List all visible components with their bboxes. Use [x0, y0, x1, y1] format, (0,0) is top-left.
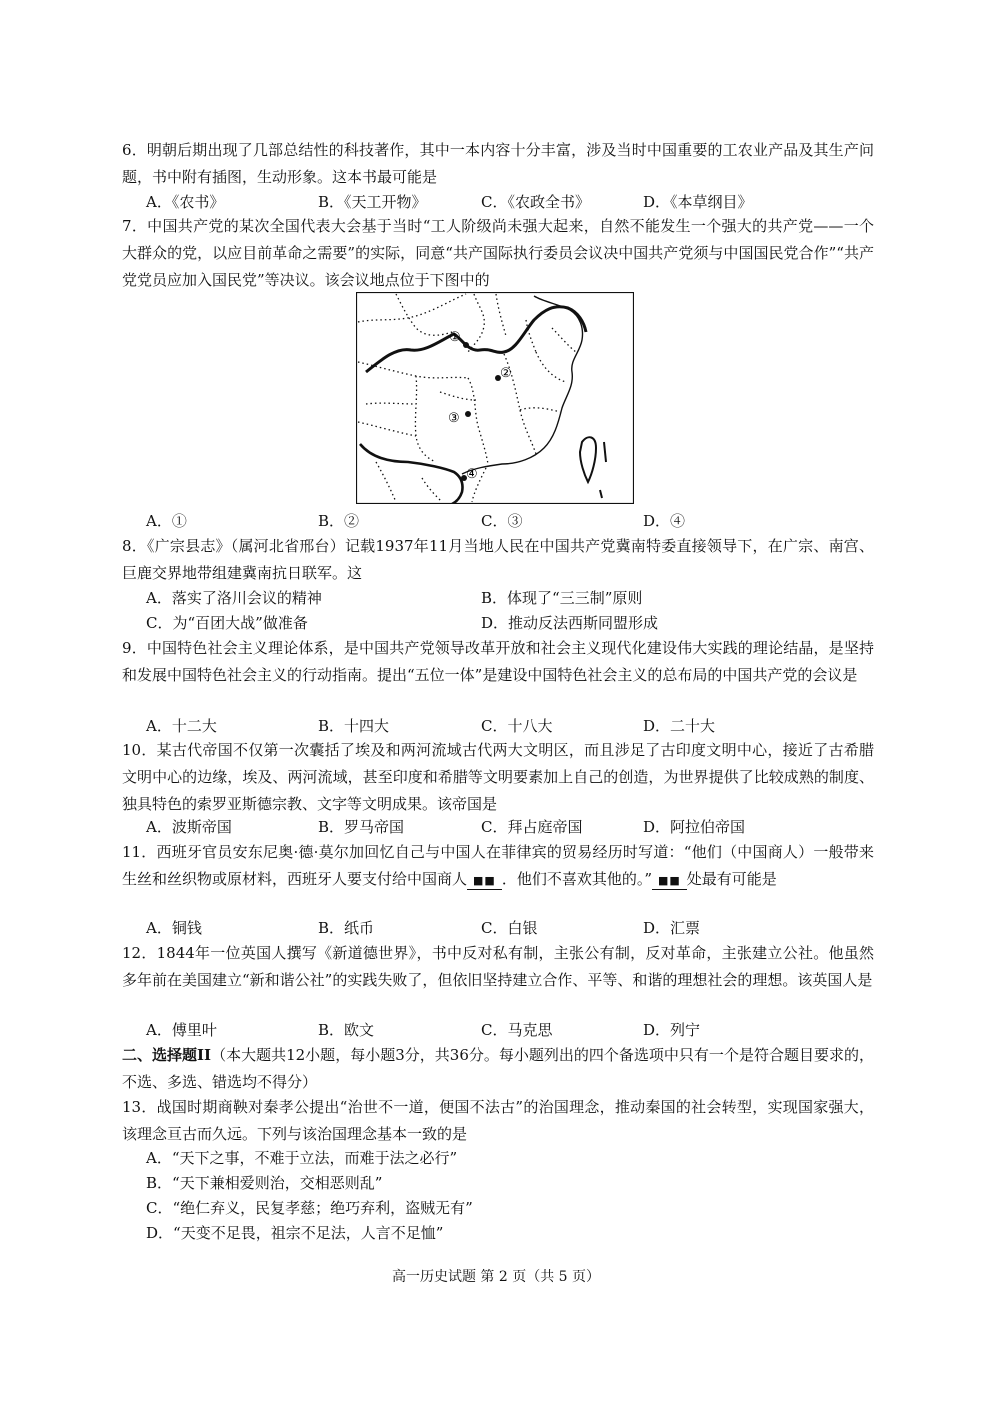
question-6-stem: 6．明朝后期出现了几部总结性的科技著作，其中一本内容十分丰富，涉及当时中国重要的工农业产品及其生产问题，书中附有插图，生动形象。这本书最可能是 — [122, 141, 874, 186]
question-7-options — [146, 508, 876, 535]
question-11 — [122, 839, 874, 893]
option-b[interactable]: B．体现了“三三制”原则 — [481, 589, 643, 607]
question-9 — [122, 635, 874, 689]
map-label-2: ② — [500, 366, 512, 381]
option-c[interactable]: C．十八大 — [481, 717, 553, 735]
option-b[interactable]: B．② — [318, 512, 360, 530]
map-point-3 — [465, 411, 471, 417]
option-d[interactable]: D．二十大 — [643, 717, 716, 735]
option-a[interactable]: A．铜钱 — [146, 919, 202, 937]
map-label-3: ③ — [448, 411, 460, 426]
option-b[interactable]: B．纸币 — [318, 919, 375, 937]
option-c[interactable]: C．白银 — [481, 919, 538, 937]
question-6 — [122, 137, 874, 191]
question-8-options-row1 — [146, 585, 876, 612]
option-c[interactable]: C．为“百团大战”做准备 — [146, 614, 308, 632]
page-footer: 高一历史试题 第 2 页（共 5 页） — [391, 1269, 601, 1285]
map-point-1 — [463, 342, 469, 348]
map-label-1: ① — [449, 330, 461, 345]
option-c[interactable]: C．③ — [481, 512, 523, 530]
answer-blank-1: ■■ — [467, 873, 502, 890]
question-11-stem-part1: 11．西班牙官员安东尼奥·德·莫尔加回忆自己与中国人在菲律宾的贸易经历时写道：“他们（中国商人）一般带来生丝和丝织物或原材料，西班牙人要支付给中国商人 — [122, 843, 874, 888]
option-d[interactable]: D．《本草纲目》 — [643, 193, 753, 211]
section-2-description: （本大题共12小题，每小题3分，共36分。每小题列出的四个备选项中只有一个是符合题目要求的，不选、多选、错选均不得分） — [122, 1046, 874, 1091]
option-d[interactable]: D．④ — [643, 512, 686, 530]
option-c[interactable]: C．“绝仁弃义，民复孝慈；绝巧弃利，盗贼无有” — [146, 1199, 473, 1217]
map-label-4: ④ — [466, 467, 478, 482]
option-a[interactable]: A．落实了洛川会议的精神 — [146, 589, 322, 607]
question-8-stem: 8．《广宗县志》（属河北省邢台）记载1937年11月当地人民在中国共产党冀南特委直接领导下，在广宗、南宫、巨鹿交界地带组建冀南抗日联军。这 — [122, 537, 874, 582]
option-d[interactable]: D．汇票 — [643, 919, 701, 937]
question-12-stem: 12．1844年一位英国人撰写《新道德世界》，书中反对私有制，主张公有制，反对革命，主张建立公社。他虽然多年前在美国建立“新和谐公社”的实践失败了，但依旧坚持建立合作、平等、和谐的理想社会的理想。该英国人是 — [122, 944, 874, 989]
question-13-stem: 13．战国时期商鞅对秦孝公提出“治世不一道，便国不法古”的治国理念，推动秦国的社会转型，实现国家强大，该理念亘古而久远。下列与该治国理念基本一致的是 — [122, 1098, 874, 1143]
option-a[interactable]: A．波斯帝国 — [146, 818, 232, 836]
option-a[interactable]: A．十二大 — [146, 717, 217, 735]
question-10-options — [146, 814, 876, 841]
option-b[interactable]: B．欧文 — [318, 1021, 375, 1039]
question-10 — [122, 737, 874, 818]
option-d[interactable]: D．列宁 — [643, 1021, 701, 1039]
option-b[interactable]: B．《天工开物》 — [318, 193, 427, 211]
section-2-heading — [122, 1042, 874, 1096]
question-12 — [122, 940, 874, 994]
option-a[interactable]: A．“天下之事，不难于立法，而难于法之必行” — [146, 1149, 458, 1167]
question-11-stem — [122, 839, 874, 893]
question-13 — [122, 1094, 874, 1148]
option-a[interactable]: A．《农书》 — [146, 193, 225, 211]
option-a[interactable]: A．① — [146, 512, 187, 530]
question-11-stem-part2: ．他们不喜欢其他的。” — [501, 870, 652, 888]
option-b[interactable]: B．十四大 — [318, 717, 390, 735]
option-c[interactable]: C．马克思 — [481, 1021, 553, 1039]
option-a[interactable]: A．傅里叶 — [146, 1021, 217, 1039]
question-8 — [122, 533, 874, 587]
question-6-options — [146, 189, 876, 216]
china-map-figure — [356, 292, 634, 504]
question-11-stem-part3: 处最有可能是 — [686, 870, 777, 888]
option-b[interactable]: B．“天下兼相爱则治，交相恶则乱” — [146, 1174, 383, 1192]
question-9-stem: 9．中国特色社会主义理论体系，是中国共产党领导改革开放和社会主义现代化建设伟大实践的理论结晶，是坚持和发展中国特色社会主义的行动指南。提出“五位一体”是建设中国特色社会主义的总布局的中国共产党的会议是 — [122, 639, 874, 684]
question-7 — [122, 213, 874, 294]
option-d[interactable]: D．“天变不足畏，祖宗不足法，人言不足恤” — [146, 1224, 444, 1242]
question-9-options — [146, 713, 876, 740]
option-d[interactable]: D．推动反法西斯同盟形成 — [481, 614, 659, 632]
question-7-stem: 7．中国共产党的某次全国代表大会基于当时“工人阶级尚未强大起来，自然不能发生一个强大的共产党——一个大群众的党，以应目前革命之需要”的实际，同意“共产国际执行委员会议决中国共产党须与中国国民党合作”“共产党党员应加入国民党”等决议。该会议地点位于下图中的 — [122, 217, 874, 289]
question-10-stem: 10．某古代帝国不仅第一次囊括了埃及和两河流域古代两大文明区，而且涉足了古印度文明中心，接近了古希腊文明中心的边缘，埃及、两河流域，甚至印度和希腊等文明要素加上自己的创造，为世界提供了比较成熟的制度、独具特色的索罗亚斯德宗教、文字等文明成果。该帝国是 — [122, 741, 874, 813]
question-12-options — [146, 1017, 876, 1044]
answer-blank-2: ■■ — [652, 873, 687, 890]
option-b[interactable]: B．罗马帝国 — [318, 818, 405, 836]
option-c[interactable]: C．拜占庭帝国 — [481, 818, 583, 836]
section-2-title: 二、选择题II — [122, 1046, 212, 1064]
question-11-options — [146, 915, 876, 942]
question-8-options-row2 — [146, 610, 876, 637]
option-d[interactable]: D．阿拉伯帝国 — [643, 818, 746, 836]
option-c[interactable]: C．《农政全书》 — [481, 193, 590, 211]
